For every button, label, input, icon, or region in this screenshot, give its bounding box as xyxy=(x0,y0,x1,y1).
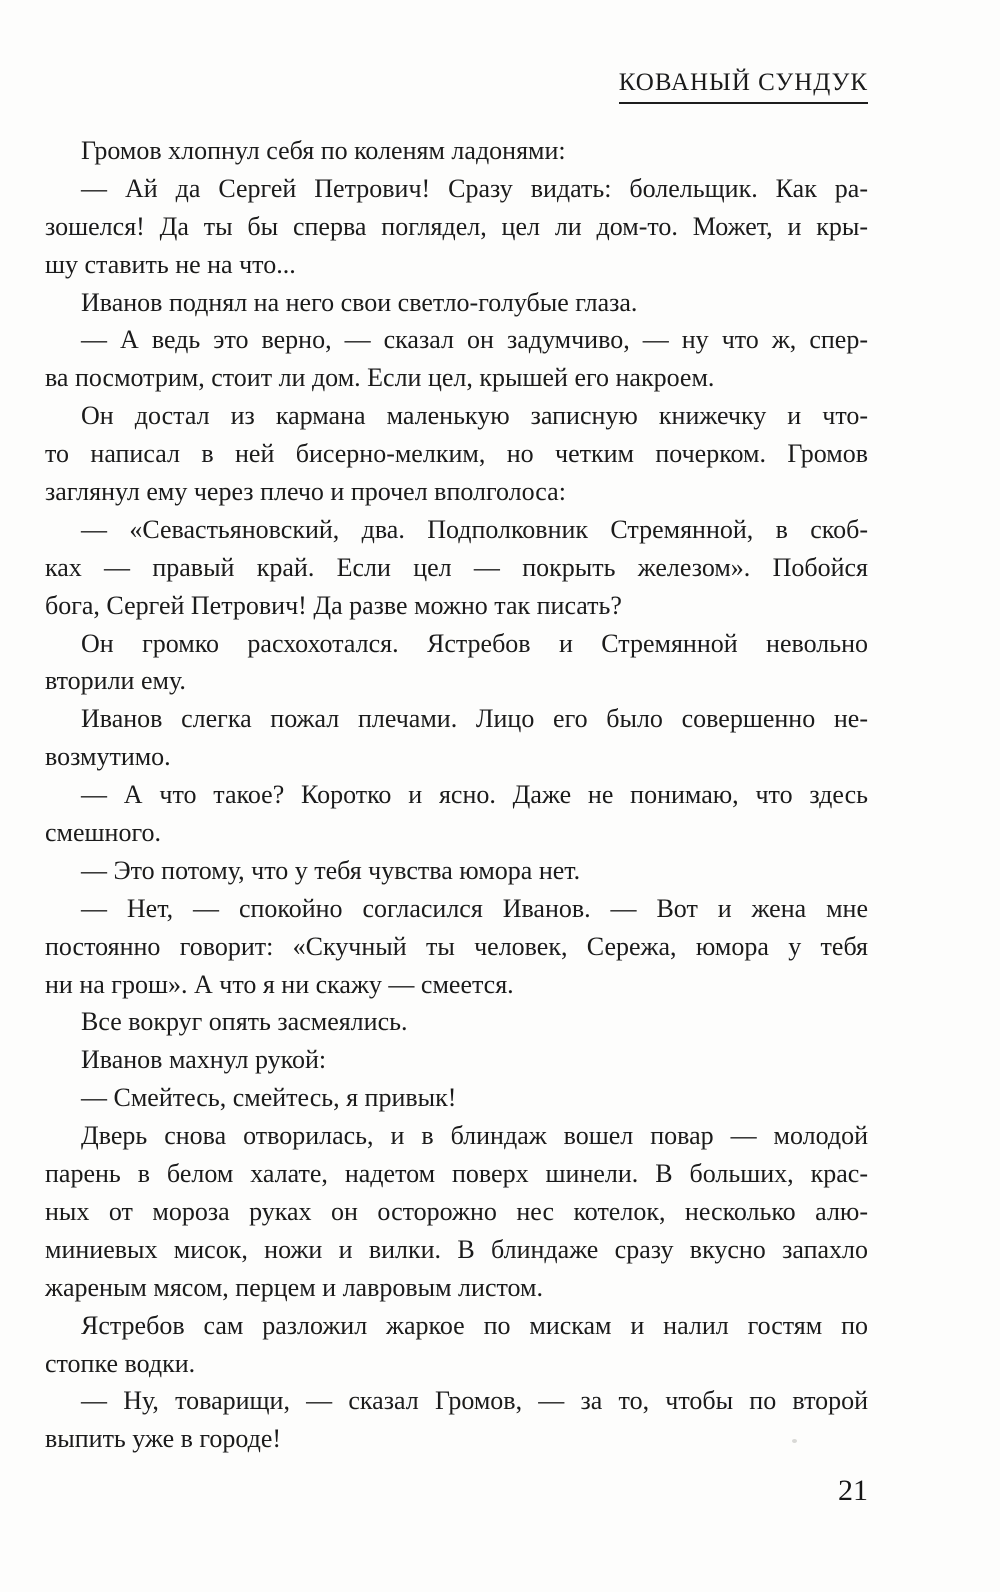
scan-artifact-dot xyxy=(792,1439,797,1443)
text-line: Все вокруг опять засмеялись. xyxy=(81,1007,408,1037)
text-line: заглянул ему через плечо и прочел вполголоса: xyxy=(45,477,566,507)
text-line: — «Севастьяновский, два. Подполковник Стремянной, в скоб- xyxy=(81,514,868,544)
text-block xyxy=(45,0,868,1458)
text-line: постоянно говорит: «Скучный ты человек, Сережа, юмора у тебя xyxy=(45,931,868,961)
text-line: смешного. xyxy=(45,818,161,848)
text-line: вторили ему. xyxy=(45,666,186,696)
text-line: — А что такое? Коротко и ясно. Даже не понимаю, что здесь xyxy=(81,780,868,810)
text-line: бога, Сергей Петрович! Да разве можно так писать? xyxy=(45,590,622,620)
text-line: парень в белом халате, надетом поверх шинели. В больших, крас- xyxy=(45,1159,868,1189)
text-line: стопке водки. xyxy=(45,1348,196,1378)
text-line: Иванов махнул рукой: xyxy=(81,1045,327,1075)
text-line: жареным мясом, перцем и лавровым листом. xyxy=(45,1272,543,1302)
text-line: возмутимо. xyxy=(45,742,171,772)
text-line: — А ведь это верно, — сказал он задумчиво, — ну что ж, спер- xyxy=(81,325,868,355)
running-header xyxy=(45,0,868,104)
text-line: Громов хлопнул себя по коленям ладонями: xyxy=(81,136,566,165)
text-line: то написал в ней бисерно-мелким, но четким почерком. Громов xyxy=(45,439,868,469)
text-line: ни на грош». А что я ни скажу — смеется. xyxy=(45,969,514,999)
text-line: ва посмотрим, стоит ли дом. Если цел, крышей его накроем. xyxy=(45,363,715,393)
text-line: Он достал из кармана маленькую записную книжечку и что- xyxy=(81,401,868,431)
text-line: выпить уже в городе! xyxy=(45,1424,282,1454)
text-line: Дверь снова отворилась, и в блиндаж вошел повар — молодой xyxy=(81,1121,868,1151)
text-line: зошелся! Да ты бы сперва поглядел, цел ли дом-то. Может, и кры- xyxy=(45,211,868,241)
text-line: — Ай да Сергей Петрович! Сразу видать: болельщик. Как ра- xyxy=(81,173,868,203)
text-line: миниевых мисок, ножи и вилки. В блиндаже сразу вкусно запахло xyxy=(45,1234,868,1264)
text-line: Иванов слегка пожал плечами. Лицо его было совершенно не- xyxy=(81,704,868,734)
text-line: — Нет, — спокойно согласился Иванов. — Вот и жена мне xyxy=(81,893,868,923)
page-number: 21 xyxy=(838,1474,868,1507)
text-line: Ястребов сам разложил жаркое по мискам и налил гостям по xyxy=(81,1310,868,1340)
text-line: — Смейтесь, смейтесь, я привык! xyxy=(81,1083,457,1113)
running-header-title: КОВАНЫЙ СУНДУК xyxy=(619,68,868,104)
body-text xyxy=(45,132,868,1458)
text-line: ках — правый край. Если цел — покрыть железом». Побойся xyxy=(45,552,868,582)
text-line: Иванов поднял на него свои светло-голубые глаза. xyxy=(81,287,638,317)
text-line: шу ставить не на что... xyxy=(45,249,296,279)
text-line: — Ну, товарищи, — сказал Громов, — за то, чтобы по второй xyxy=(81,1386,868,1416)
text-line: ных от мороза руках он осторожно нес котелок, несколько алю- xyxy=(45,1196,868,1226)
text-line: Он громко расхохотался. Ястребов и Стремянной невольно xyxy=(81,628,868,658)
text-line: — Это потому, что у тебя чувства юмора нет. xyxy=(81,855,581,885)
